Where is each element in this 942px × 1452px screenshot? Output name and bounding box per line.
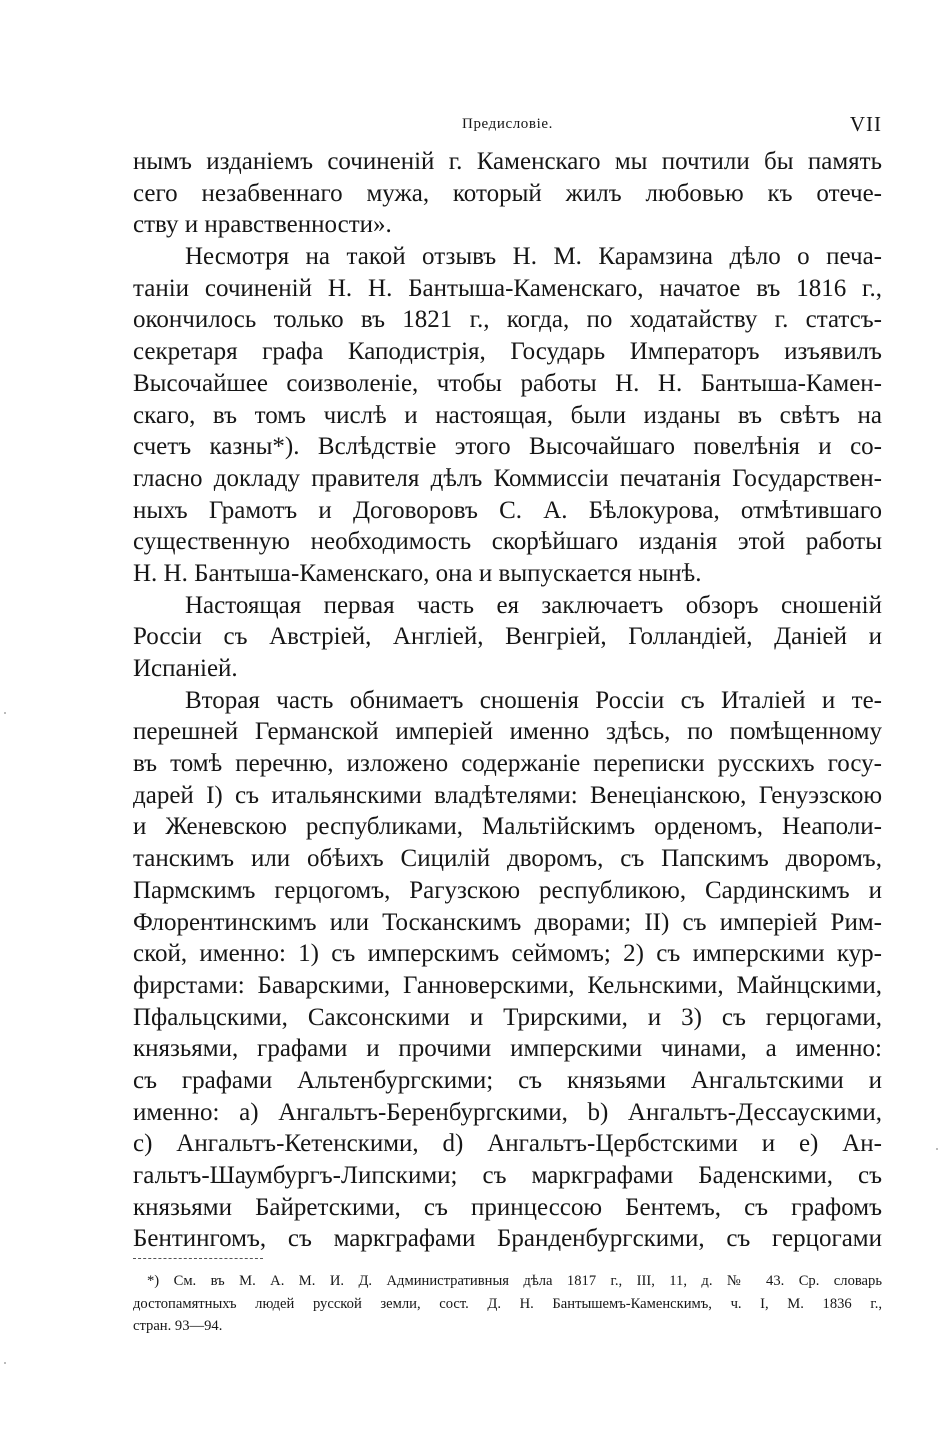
scan-speck <box>4 1362 6 1364</box>
text-line: фирстами: Баварскими, Ганноверскими, Кельнскими, Майнцскими, <box>133 971 882 999</box>
running-title: Предисловіе. <box>462 116 553 132</box>
paragraph-first-line: Несмотря на такой отзывъ Н. М. Карамзина дѣло о печа- <box>185 243 882 271</box>
text-line: ныхъ Грамотъ и Договоровъ С. А. Бѣлокурова, отмѣтившаго <box>133 496 882 524</box>
text-line: c) Ангальтъ-Кетенскими, d) Ангальтъ-Цербстскими и e) Ан- <box>133 1130 882 1158</box>
text-line: таніи сочиненій Н. Н. Бантыша-Каменскаго, начатое въ 1816 г., <box>133 274 882 302</box>
text-line: гласно докладу правителя дѣлъ Коммиссіи печатанія Государствен- <box>133 464 882 492</box>
running-head <box>133 112 882 142</box>
text-line: сего незабвеннаго мужа, который жилъ любовью къ отече- <box>133 179 882 207</box>
text-line: секретаря графа Каподистрія, Государь Императоръ изъявилъ <box>133 338 882 366</box>
paragraph-first-line: Настоящая первая часть ея заключаетъ обзоръ сношеній <box>185 591 882 619</box>
text-line: Пармскимъ герцогомъ, Рагузскою республикою, Сардинскимъ и <box>133 876 882 904</box>
text-line: Испаніей. <box>133 655 238 682</box>
scan-speck <box>4 712 6 714</box>
text-line: въ томѣ перечню, изложено содержаніе переписки русскихъ госу- <box>133 750 882 778</box>
text-line: князьями, графами и прочими имперскими чинами, а именно: <box>133 1035 882 1063</box>
text-line: Бентингомъ, съ маркграфами Бранденбургскими, съ герцогами <box>133 1225 882 1253</box>
text-line: Н. Н. Бантыша-Каменскаго, она и выпускается нынѣ. <box>133 559 702 587</box>
text-line: гальтъ-Шаумбургъ-Липскими; съ маркграфами Баденскими, съ <box>133 1162 882 1189</box>
text-line: ству и нравственности». <box>133 211 392 239</box>
text-line: нымъ изданіемъ сочиненій г. Каменскаго мы почтили бы память <box>133 148 882 175</box>
footnote-separator <box>133 1258 263 1259</box>
text-line: Россіи съ Австріей, Англіей, Венгріей, Голландіей, Даніей и <box>133 623 882 651</box>
paragraph-first-line: Вторая часть обнимаетъ сношенія Россіи съ Италіей и те- <box>185 686 882 714</box>
text-line: именно: а) Ангальтъ-Беренбургскими, b) Ангальтъ-Дессаускими, <box>133 1098 882 1126</box>
footnote-line: *) См. въ М. А. М. И. Д. Административныя дѣла 1817 г., III, 11, д. № 43. Ср. словарь <box>147 1273 882 1289</box>
text-line: счетъ казны*). Вслѣдствіе этого Высочайшаго повелѣнія и со- <box>133 433 882 461</box>
text-line: перешней Германской имперіей именно здѣсь, по помѣщенному <box>133 718 882 746</box>
text-line: дарей I) съ итальянскими владѣтелями: Венеціанскою, Генуэзскою <box>133 781 882 809</box>
footnote <box>133 1270 882 1338</box>
text-line: скаго, въ томъ числѣ и настоящая, были изданы въ свѣтъ на <box>133 401 882 429</box>
text-line: съ графами Альтенбургскими; съ князьями Ангальтскими и <box>133 1066 882 1094</box>
text-line: существенную необходимость скорѣйшаго изданія этой работы <box>133 528 882 556</box>
text-line: окончилось только въ 1821 г., когда, по ходатайству г. статсъ- <box>133 306 882 334</box>
text-line: князьями Байретскими, съ принцессою Бентемъ, съ графомъ <box>133 1193 882 1221</box>
footnote-line: достопамятныхъ людей русской земли, сост. Д. Н. Бантышемъ-Каменскимъ, ч. I, М. 1836 г., <box>133 1295 882 1312</box>
page-number: VII <box>849 112 882 136</box>
body-text <box>133 146 882 1255</box>
text-line: Высочайшее соизволеніе, чтобы работы Н. Н. Бантыша-Камен- <box>133 369 882 397</box>
scan-speck <box>936 1148 938 1150</box>
text-line: Пфальцскими, Саксонскими и Трирскими, и 3) съ герцогами, <box>133 1003 882 1031</box>
footnote-line: стран. 93—94. <box>133 1318 223 1334</box>
text-line: Флорентинскимъ или Тосканскимъ дворами; II) съ имперіей Рим- <box>133 908 882 936</box>
text-line: и Женевскою республиками, Мальтійскимъ орденомъ, Неаполи- <box>133 813 882 841</box>
text-line: танскимъ или обѣихъ Сицилій дворомъ, съ Папскимъ дворомъ, <box>133 845 882 873</box>
text-line: ской, именно: 1) съ имперскимъ сеймомъ; 2) съ имперскими кур- <box>133 940 882 968</box>
